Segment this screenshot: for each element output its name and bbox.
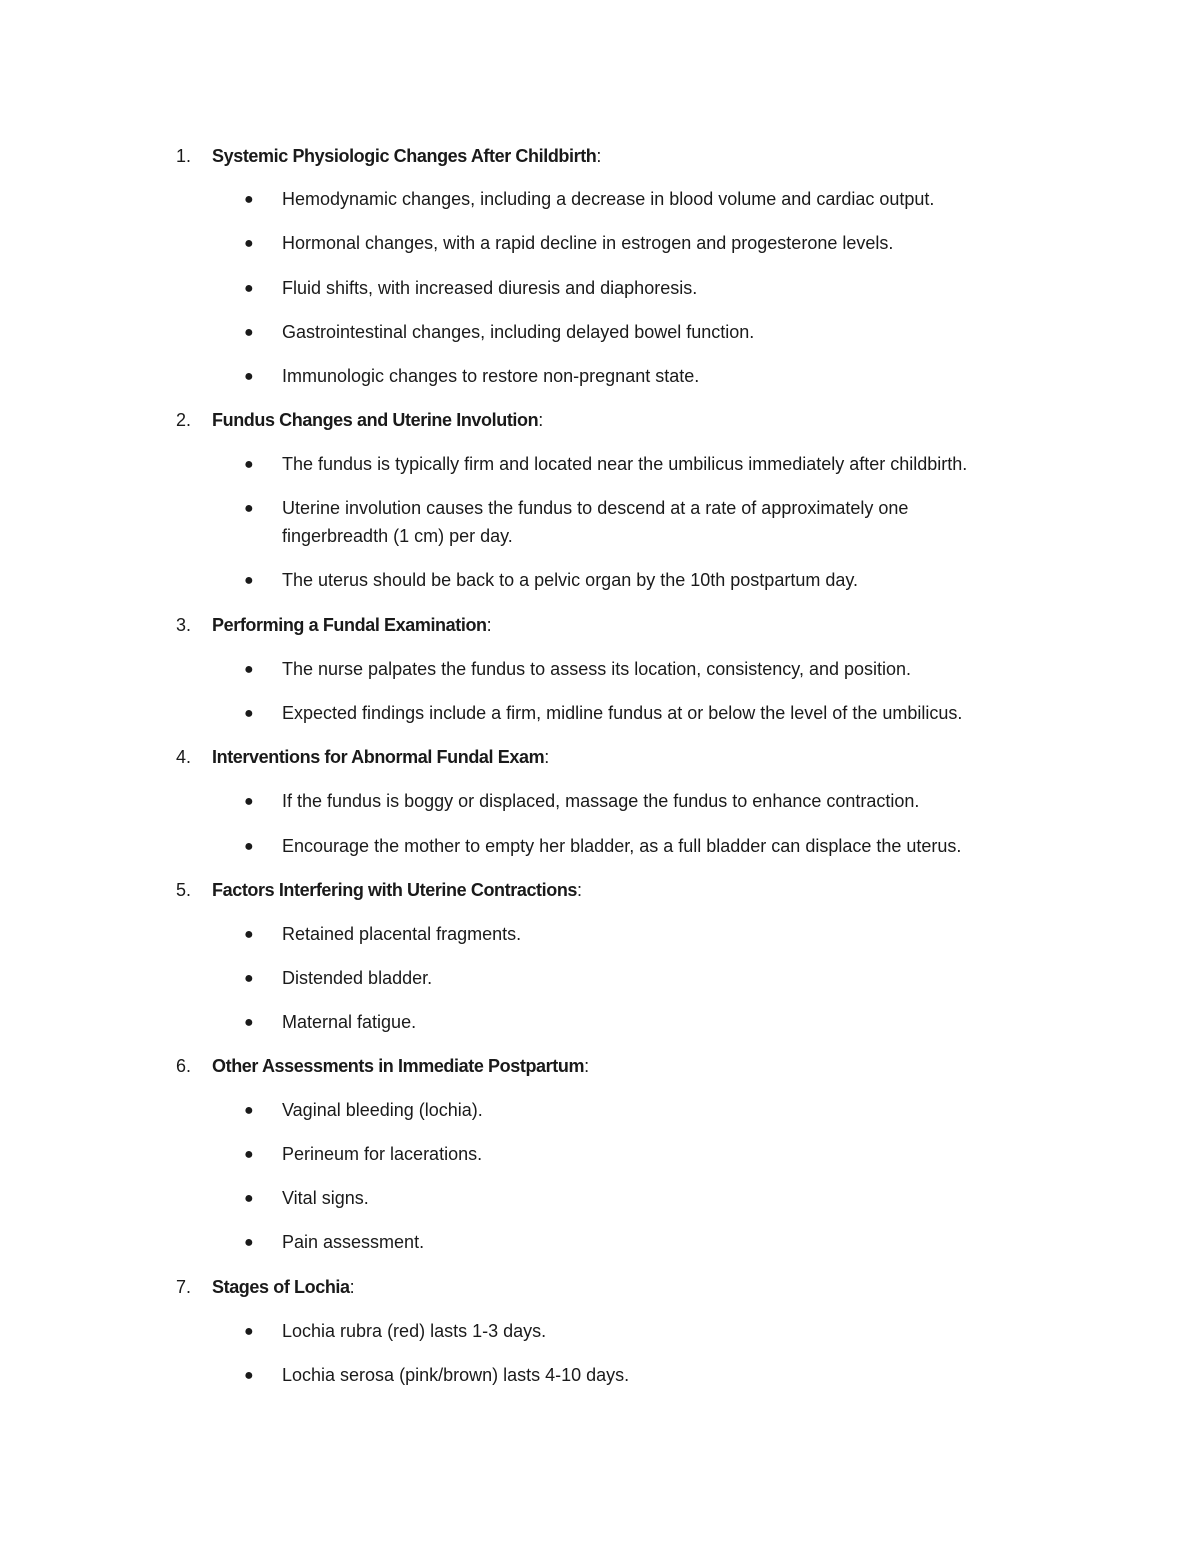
bullet-icon: ● bbox=[244, 705, 254, 722]
bullet-icon: ● bbox=[244, 926, 254, 943]
list-item-text: Perineum for lacerations. bbox=[282, 1144, 483, 1164]
list-item-text: Fluid shifts, with increased diuresis and diaphoresis. bbox=[282, 278, 698, 298]
section-title: Performing a Fundal Examination bbox=[212, 615, 487, 635]
section-number: 7. bbox=[176, 1277, 192, 1297]
bullet-icon: ● bbox=[244, 661, 254, 678]
list-item-text: Vital signs. bbox=[282, 1188, 369, 1208]
section-title: Fundus Changes and Uterine Involution bbox=[212, 410, 539, 430]
list-item-text: Expected findings include a firm, midline fundus at or below the level of the umbilicus. bbox=[282, 703, 963, 723]
section-heading: 2. Fundus Changes and Uterine Involution: bbox=[176, 405, 543, 435]
bullet-icon: ● bbox=[244, 191, 254, 208]
bullet-icon: ● bbox=[244, 235, 254, 252]
section-number: 3. bbox=[176, 615, 192, 635]
list-item-text: Distended bladder. bbox=[282, 968, 433, 988]
section-number: 6. bbox=[176, 1056, 192, 1076]
bullet-icon: ● bbox=[244, 1014, 254, 1031]
section-title: Systemic Physiologic Changes After Childbirth bbox=[212, 146, 597, 166]
section-heading: 1. Systemic Physiologic Changes After Childbirth: bbox=[176, 141, 601, 171]
bullet-icon: ● bbox=[244, 1367, 254, 1384]
section-heading: 7. Stages of Lochia: bbox=[176, 1272, 355, 1302]
bullet-icon: ● bbox=[244, 280, 254, 297]
list-item-text: The uterus should be back to a pelvic organ by the 10th postpartum day. bbox=[282, 570, 859, 590]
list-item-text: Uterine involution causes the fundus to descend at a rate of approximately one fingerbreadth (1 cm) per day. bbox=[282, 498, 909, 546]
section-heading: 5. Factors Interfering with Uterine Contractions: bbox=[176, 875, 582, 905]
list-item-text: Maternal fatigue. bbox=[282, 1012, 417, 1032]
section-title: Other Assessments in Immediate Postpartum bbox=[212, 1056, 585, 1076]
section-title: Stages of Lochia bbox=[212, 1277, 350, 1297]
section-number: 1. bbox=[176, 146, 192, 166]
bullet-icon: ● bbox=[244, 572, 254, 589]
list-item-text: Hemodynamic changes, including a decrease in blood volume and cardiac output. bbox=[282, 189, 935, 209]
section-heading: 6. Other Assessments in Immediate Postpartum: bbox=[176, 1051, 589, 1081]
bullet-icon: ● bbox=[244, 1234, 254, 1251]
section-number: 5. bbox=[176, 880, 192, 900]
list-item-text: Gastrointestinal changes, including delayed bowel function. bbox=[282, 322, 755, 342]
list-item-text: Vaginal bleeding (lochia). bbox=[282, 1100, 483, 1120]
bullet-icon: ● bbox=[244, 500, 254, 517]
section-title: Interventions for Abnormal Fundal Exam bbox=[212, 747, 545, 767]
list-item-text: Hormonal changes, with a rapid decline in estrogen and progesterone levels. bbox=[282, 233, 894, 253]
list-item-text: The nurse palpates the fundus to assess its location, consistency, and position. bbox=[282, 659, 912, 679]
bullet-icon: ● bbox=[244, 1102, 254, 1119]
list-item-text: Encourage the mother to empty her bladder, as a full bladder can displace the uterus. bbox=[282, 836, 962, 856]
section-heading: 4. Interventions for Abnormal Fundal Exam: bbox=[176, 742, 549, 772]
list-item-text: If the fundus is boggy or displaced, massage the fundus to enhance contraction. bbox=[282, 791, 920, 811]
list-item-text: Pain assessment. bbox=[282, 1232, 425, 1252]
list-item-text: Immunologic changes to restore non-pregnant state. bbox=[282, 366, 700, 386]
list-item-text: Lochia serosa (pink/brown) lasts 4-10 days. bbox=[282, 1365, 630, 1385]
list-item-text: The fundus is typically firm and located near the umbilicus immediately after childbirth. bbox=[282, 454, 968, 474]
section-number: 4. bbox=[176, 747, 192, 767]
list-item-text: Lochia rubra (red) lasts 1-3 days. bbox=[282, 1321, 547, 1341]
bullet-icon: ● bbox=[244, 970, 254, 987]
bullet-icon: ● bbox=[244, 838, 254, 855]
section-heading: 3. Performing a Fundal Examination: bbox=[176, 610, 492, 640]
bullet-icon: ● bbox=[244, 1323, 254, 1340]
bullet-icon: ● bbox=[244, 324, 254, 341]
bullet-icon: ● bbox=[244, 1146, 254, 1163]
section-number: 2. bbox=[176, 410, 192, 430]
bullet-icon: ● bbox=[244, 456, 254, 473]
list-item-text: Retained placental fragments. bbox=[282, 924, 522, 944]
section-title: Factors Interfering with Uterine Contractions bbox=[212, 880, 578, 900]
bullet-icon: ● bbox=[244, 1190, 254, 1207]
bullet-icon: ● bbox=[244, 368, 254, 385]
bullet-icon: ● bbox=[244, 793, 254, 810]
